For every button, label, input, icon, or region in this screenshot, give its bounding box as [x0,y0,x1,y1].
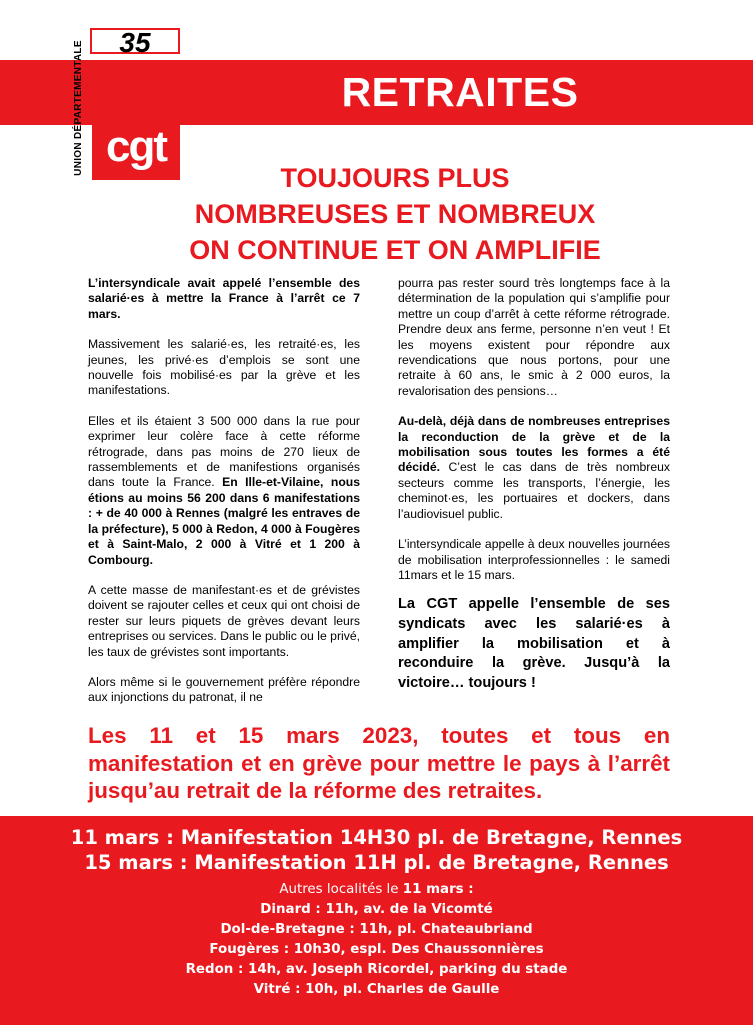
paragraph-text: Elles et ils étaient 3 500 000 dans la rue pour exprimer leur colère face à cette réforme rétrograde, dans pas moins de 270 lieux de rassemblements et de manifestions organisés dans toute la France. [88,413,360,490]
event-locality: Fougères : 10h30, espl. Des Chaussonnières [209,942,544,957]
event-main: 11 mars : Manifestation 14H30 pl. de Bretagne, Rennes [70,826,683,849]
paragraph: Massivement les salarié·es, les retraité·es, les jeunes, les privé·es d’emplois se sont une nouvelle fois mobilisé·es par la grève et les manifestations. [88,337,360,398]
other-localities-date: 11 mars : [402,882,474,897]
other-localities-intro [0,882,753,897]
paragraph: Alors même si le gouvernement préfère répondre aux injonctions du patronat, il ne [88,674,360,705]
paragraph-text: C’est le cas dans de très nombreux secteurs comme les transports, l’énergie, les cheminot·es, les portuaires et dockers, dans l’audiovisuel public. [398,460,670,521]
right-column [398,276,670,708]
cgt-callout: La CGT appelle l’ensemble de ses syndicats avec les salarié·es à amplifier la mobilisation et à reconduire la grève. Jusqu’à la victoire… toujours ! [398,596,670,691]
event-locality: Redon : 14h, av. Joseph Ricordel, parking du stade [185,962,568,977]
paragraph: L’intersyndicale avait appelé l’ensemble des salarié·es à mettre la France à l’arrêt ce 7 mars. [88,276,360,321]
headline-line: ON CONTINUE ET ON AMPLIFIE [189,235,601,265]
headline [130,160,660,268]
event-locality: Vitré : 10h, pl. Charles de Gaulle [253,982,500,997]
headline-line: TOUJOURS PLUS [280,163,510,193]
event-main: 15 mars : Manifestation 11H pl. de Bretagne, Rennes [84,851,669,874]
logo-department-number: 35 [119,27,151,58]
logo-union-text: UNION DÉPARTEMENTALE [73,40,84,176]
headline-line: NOMBREUSES ET NOMBREUX [194,199,596,229]
paragraph-bold-text: En Ille-et-Vilaine, nous étions au moins 56 200 dans 6 manifestations : + de 40 000 à Rennes (malgré les entraves de la préfecture), 5 000 à Redon, 4 000 à Fougères et à Saint-Malo, 2 000 à Vitré et 1 200 à Combourg. [88,475,360,567]
paragraph [398,414,670,522]
logo-la: la [102,72,140,114]
paragraph: A cette masse de manifestant·es et de grévistes doivent se rajouter celles et ceux qui ont choisi de rester sur leurs piquets de grèves devant leurs entreprises ou services. Dans le public ou le privé, les taux de grévistes sont importants. [88,582,360,659]
logo-department-box [90,27,180,58]
event-locality: Dinard : 11h, av. de la Vicomté [260,902,493,917]
paragraph-bold-text: Au-delà, déjà dans de nombreuses entreprises la reconduction de la grève et de la mobilisation sous toutes les formes a été décidé. [398,414,670,475]
paragraph [88,414,360,568]
event-locality: Dol-de-Bretagne : 11h, pl. Chateaubriand [220,922,533,937]
call-to-action: Les 11 et 15 mars 2023, toutes et tous en manifestation et en grève pour mettre le pays à l’arrêt jusqu’au retrait de la réforme des retraites. [88,723,670,803]
paragraph: pourra pas rester sourd très longtemps face à la détermination de la population qui s’amplifie pour mettre un coup d’arrêt à cette réforme rétrograde. Prendre deux ans ferme, personne n’en veut ! Et les moyens existent pour répondre aux revendications que nous portons, pour une retraite à 60 ans, le smic à 2 000 euros, la revalorisation des pensions… [398,276,670,398]
left-column [88,276,360,721]
document-title: RETRAITES [341,69,579,115]
logo-side-text [73,26,89,190]
logo-cgt: cgt [106,122,166,171]
other-localities-label: Autres localités le [279,882,399,897]
events-band [0,816,753,1025]
paragraph: L’intersyndicale appelle à deux nouvelles journées de mobilisation interprofessionnelles : le samedi 11mars et le 15 mars. [398,537,670,582]
